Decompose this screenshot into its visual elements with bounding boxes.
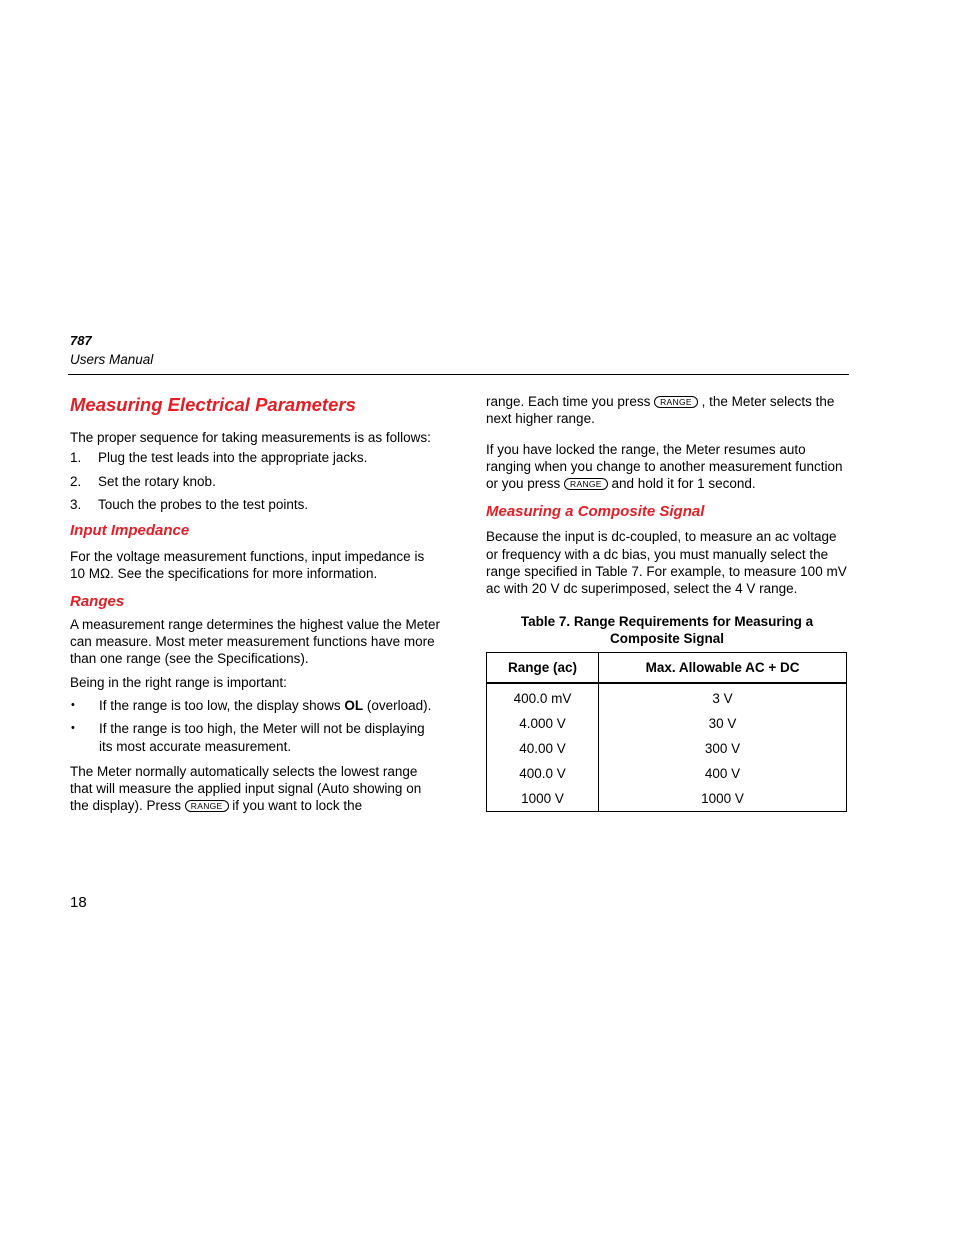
table-row xyxy=(487,736,847,761)
table-cell: 30 V xyxy=(599,711,847,736)
step-text: Set the rotary knob. xyxy=(98,473,216,489)
table-cell: 400.0 mV xyxy=(487,683,599,711)
page-number: 18 xyxy=(70,894,87,911)
section-heading: Measuring Electrical Parameters xyxy=(70,394,356,415)
composite-signal-heading: Measuring a Composite Signal xyxy=(486,503,705,521)
bullet-marker: • xyxy=(71,722,75,735)
step-number: 1. xyxy=(70,450,82,466)
left-column xyxy=(70,393,440,815)
ranges-heading: Ranges xyxy=(70,592,125,610)
table-header-cell: Max. Allowable AC + DC xyxy=(599,652,847,683)
range-key-icon: RANGE xyxy=(564,478,608,490)
header-rule xyxy=(68,374,849,375)
right-column xyxy=(486,393,848,812)
table-header-cell: Range (ac) xyxy=(487,652,599,683)
composite-signal-text: Because the input is dc-coupled, to measure an ac voltage or frequency with a dc bias, you must manually select the range specified in Table 7. For example, to measure 100 mV ac with 20 V dc superimposed, select the 4 V range. xyxy=(486,529,847,597)
range-key-icon: RANGE xyxy=(654,396,698,408)
table-header-row xyxy=(487,652,847,683)
range-key-icon: RANGE xyxy=(185,800,229,812)
step-item xyxy=(70,496,440,513)
table-caption-line: Table 7. Range Requirements for Measuring a xyxy=(520,613,814,629)
overload-indicator: OL xyxy=(344,697,364,713)
table-cell: 400.0 V xyxy=(487,761,599,786)
input-impedance-heading: Input Impedance xyxy=(70,522,190,540)
table-cell: 1000 V xyxy=(487,786,599,812)
table-cell: 40.00 V xyxy=(487,736,599,761)
table-cell: 300 V xyxy=(599,736,847,761)
table-caption-line: Composite Signal xyxy=(609,630,724,646)
bullet-text: If the range is too high, the Meter will not be displaying its most accurate measurement. xyxy=(99,721,425,754)
bullet-marker: • xyxy=(71,698,75,711)
table-row xyxy=(487,711,847,736)
step-number: 3. xyxy=(70,496,82,512)
table-row xyxy=(487,761,847,786)
input-impedance-text: For the voltage measurement functions, input impedance is 10 MΩ. See the specifications for more information. xyxy=(70,549,425,582)
ranges-paragraph-2: Being in the right range is important: xyxy=(70,674,287,690)
table-caption xyxy=(486,613,848,647)
ranges-paragraph-1: A measurement range determines the highest value the Meter can measure. Most meter measurement functions have more than one range (see the Specifications). xyxy=(70,616,440,667)
intro-paragraph: The proper sequence for taking measurements is as follows: xyxy=(70,430,431,445)
bullet-text: If the range is too low, the display shows OL (overload). xyxy=(99,697,432,713)
step-number: 2. xyxy=(70,473,82,489)
step-text: Touch the probes to the test points. xyxy=(98,496,309,512)
table-cell: 4.000 V xyxy=(487,711,599,736)
table-cell: 3 V xyxy=(599,683,847,711)
step-item xyxy=(70,449,440,466)
table-cell: 1000 V xyxy=(599,786,847,812)
auto-range-paragraph: The Meter normally automatically selects the lowest range that will measure the applied input signal (Auto showing on the display). Press RANGE if you want to lock the xyxy=(70,763,422,814)
locked-range-paragraph: If you have locked the range, the Meter resumes auto ranging when you change to another measurement function or you press RANGE and hold it for 1 second. xyxy=(486,441,843,492)
step-text: Plug the test leads into the appropriate jacks. xyxy=(98,450,368,466)
range-table xyxy=(486,652,847,812)
table-row xyxy=(487,683,847,711)
bullet-item xyxy=(70,720,440,755)
step-item xyxy=(70,473,440,490)
table-cell: 400 V xyxy=(599,761,847,786)
bullet-item xyxy=(70,697,440,714)
header-title: Users Manual xyxy=(70,352,154,367)
range-continuation-paragraph: range. Each time you press RANGE , the Meter selects the next higher range. xyxy=(486,394,835,427)
header-model: 787 xyxy=(70,333,92,348)
table-row xyxy=(487,786,847,812)
